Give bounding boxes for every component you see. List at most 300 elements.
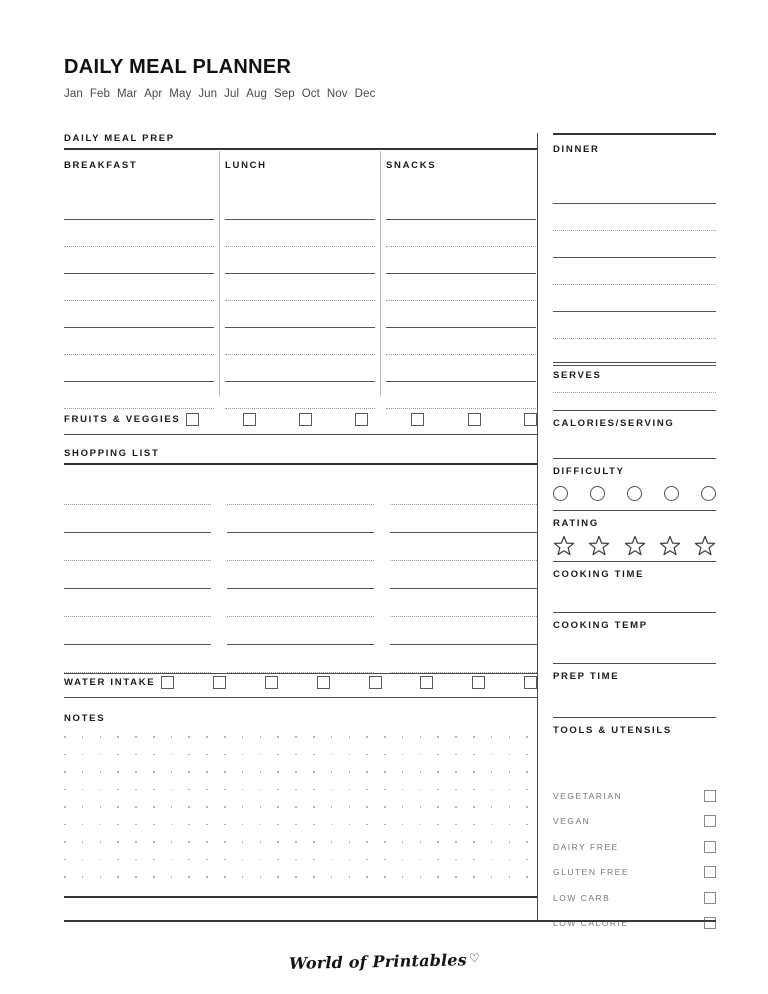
grid-dot <box>349 859 351 861</box>
write-line[interactable] <box>225 355 375 382</box>
grid-dot <box>153 789 155 791</box>
grid-dot <box>420 789 422 791</box>
grid-dot <box>473 859 475 861</box>
grid-dot <box>242 806 244 808</box>
grid-dot <box>188 841 190 843</box>
tools-section <box>553 717 716 766</box>
snacks-lines[interactable] <box>386 193 536 409</box>
grid-dot <box>437 789 439 791</box>
diet-option-row[interactable] <box>553 783 716 809</box>
grid-dot <box>100 806 102 808</box>
grid-dot <box>206 859 208 861</box>
grid-dot <box>331 841 333 843</box>
month-may[interactable]: May <box>169 88 192 100</box>
write-line[interactable] <box>64 477 211 505</box>
write-line[interactable] <box>390 505 537 533</box>
grid-dot <box>135 841 137 843</box>
grid-dot <box>100 841 102 843</box>
grid-dot <box>117 754 119 756</box>
write-line[interactable] <box>553 312 716 339</box>
write-line[interactable] <box>64 247 214 274</box>
rating-star-icon[interactable] <box>553 535 575 556</box>
grid-dot <box>100 824 102 826</box>
grid-dot <box>455 789 457 791</box>
grid-dot <box>420 824 422 826</box>
grid-dot <box>82 841 84 843</box>
grid-dot <box>117 806 119 808</box>
grid-dot <box>331 824 333 826</box>
write-line[interactable] <box>553 231 716 258</box>
fruits-veggies-checkbox[interactable] <box>355 413 368 426</box>
write-line[interactable] <box>553 204 716 231</box>
grid-dot <box>171 789 173 791</box>
diet-option-row[interactable] <box>553 860 716 886</box>
write-line[interactable] <box>64 301 214 328</box>
snacks-label: SNACKS <box>386 160 437 171</box>
grid-dot <box>82 876 84 878</box>
grid-dot <box>206 841 208 843</box>
grid-dot <box>277 859 279 861</box>
grid-dot <box>437 736 439 738</box>
write-line[interactable] <box>227 477 374 505</box>
grid-dot <box>402 859 404 861</box>
grid-dot <box>295 876 297 878</box>
grid-dot <box>242 859 244 861</box>
grid-dot <box>295 754 297 756</box>
grid-dot <box>331 859 333 861</box>
water-intake-checkbox[interactable] <box>317 676 330 689</box>
grid-dot <box>491 789 493 791</box>
write-line[interactable] <box>227 589 374 617</box>
month-aug[interactable]: Aug <box>246 88 267 100</box>
grid-dot <box>100 789 102 791</box>
grid-dot <box>224 771 226 773</box>
difficulty-circle[interactable] <box>553 486 568 501</box>
diet-option-row[interactable] <box>553 885 716 911</box>
grid-dot <box>135 771 137 773</box>
grid-dot <box>331 736 333 738</box>
month-mar[interactable]: Mar <box>116 88 138 100</box>
write-line[interactable] <box>553 285 716 312</box>
grid-dot <box>313 736 315 738</box>
diet-option-checkbox[interactable] <box>704 790 716 802</box>
write-line[interactable] <box>225 220 375 247</box>
difficulty-scale[interactable] <box>553 486 716 509</box>
month-jul[interactable]: Jul <box>224 88 240 100</box>
cooking-temp-label: COOKING TEMP <box>553 620 648 631</box>
grid-dot <box>455 771 457 773</box>
month-dec[interactable]: Dec <box>354 88 376 100</box>
grid-dot <box>331 754 333 756</box>
grid-dot <box>491 736 493 738</box>
write-line[interactable] <box>553 258 716 285</box>
grid-dot <box>100 876 102 878</box>
grid-dot <box>526 876 528 878</box>
grid-dot <box>188 754 190 756</box>
diet-option-checkbox[interactable] <box>704 892 716 904</box>
month-nov[interactable]: Nov <box>326 88 348 100</box>
water-intake-checkbox[interactable] <box>420 676 433 689</box>
water-intake-checkbox[interactable] <box>524 676 537 689</box>
grid-dot <box>188 736 190 738</box>
write-line[interactable] <box>386 193 536 220</box>
meal-prep-underline <box>64 148 537 150</box>
grid-dot <box>473 754 475 756</box>
difficulty-section <box>553 458 716 509</box>
dot-grid-row <box>64 824 537 842</box>
grid-dot <box>117 841 119 843</box>
grid-dot <box>473 876 475 878</box>
rating-star-icon[interactable] <box>624 535 646 556</box>
rating-star-icon[interactable] <box>588 535 610 556</box>
grid-dot <box>366 859 368 861</box>
grid-dot <box>82 789 84 791</box>
grid-dot <box>277 789 279 791</box>
shopping-list-section <box>64 448 537 674</box>
grid-dot <box>384 754 386 756</box>
write-line[interactable] <box>225 193 375 220</box>
dot-grid-row <box>64 876 537 894</box>
grid-dot <box>437 824 439 826</box>
fruits-veggies-checkbox[interactable] <box>299 413 312 426</box>
grid-dot <box>420 859 422 861</box>
grid-dot <box>153 771 155 773</box>
grid-dot <box>135 876 137 878</box>
grid-dot <box>277 771 279 773</box>
grid-dot <box>206 754 208 756</box>
grid-dot <box>420 806 422 808</box>
cooking-time-section <box>553 561 716 616</box>
diet-option-label: GLUTEN FREE <box>553 867 630 878</box>
grid-dot <box>437 841 439 843</box>
dinner-lines[interactable] <box>553 177 716 393</box>
grid-dot <box>260 754 262 756</box>
month-jun[interactable]: Jun <box>198 88 218 100</box>
grid-dot <box>82 771 84 773</box>
write-line[interactable] <box>64 533 211 561</box>
grid-dot <box>331 789 333 791</box>
grid-dot <box>171 824 173 826</box>
grid-dot <box>366 806 368 808</box>
write-line[interactable] <box>225 328 375 355</box>
grid-dot <box>188 859 190 861</box>
fruits-veggies-checkbox[interactable] <box>243 413 256 426</box>
grid-dot <box>153 841 155 843</box>
write-line[interactable] <box>227 533 374 561</box>
grid-dot <box>366 824 368 826</box>
grid-dot <box>64 736 66 738</box>
write-line[interactable] <box>386 328 536 355</box>
grid-dot <box>349 841 351 843</box>
grid-dot <box>420 754 422 756</box>
grid-dot <box>366 841 368 843</box>
water-intake-checkbox[interactable] <box>369 676 382 689</box>
grid-dot <box>526 806 528 808</box>
grid-dot <box>384 841 386 843</box>
fruits-veggies-checkbox[interactable] <box>468 413 481 426</box>
grid-dot <box>100 754 102 756</box>
grid-dot <box>384 859 386 861</box>
write-line[interactable] <box>390 589 537 617</box>
grid-dot <box>260 841 262 843</box>
month-sep[interactable]: Sep <box>273 88 295 100</box>
shopping-list-underline <box>64 463 537 465</box>
grid-dot <box>64 824 66 826</box>
grid-dot <box>491 806 493 808</box>
grid-dot <box>349 771 351 773</box>
write-line[interactable] <box>386 220 536 247</box>
diet-option-checkbox[interactable] <box>704 815 716 827</box>
write-line[interactable] <box>225 247 375 274</box>
grid-dot <box>100 859 102 861</box>
write-line[interactable] <box>386 274 536 301</box>
write-line[interactable] <box>227 617 374 645</box>
write-line[interactable] <box>225 301 375 328</box>
shopping-list-columns <box>64 477 537 673</box>
grid-dot <box>402 824 404 826</box>
grid-dot <box>277 806 279 808</box>
page-header <box>64 56 704 100</box>
grid-dot <box>313 754 315 756</box>
grid-dot <box>349 876 351 878</box>
write-line[interactable] <box>225 274 375 301</box>
grid-dot <box>509 736 511 738</box>
meal-column-snacks <box>386 151 536 411</box>
grid-dot <box>188 789 190 791</box>
meal-column-divider-1 <box>219 151 220 396</box>
grid-dot <box>384 736 386 738</box>
difficulty-circle[interactable] <box>701 486 716 501</box>
grid-dot <box>224 876 226 878</box>
meal-column-breakfast <box>64 151 214 411</box>
write-line[interactable] <box>64 274 214 301</box>
grid-dot <box>366 736 368 738</box>
grid-dot <box>437 806 439 808</box>
grid-dot <box>437 754 439 756</box>
month-apr[interactable]: Apr <box>144 88 163 100</box>
difficulty-circle[interactable] <box>627 486 642 501</box>
calories-section <box>553 410 716 462</box>
grid-dot <box>188 806 190 808</box>
grid-dot <box>331 806 333 808</box>
column-divider <box>537 133 538 920</box>
write-line[interactable] <box>64 505 211 533</box>
grid-dot <box>64 859 66 861</box>
grid-dot <box>455 841 457 843</box>
grid-dot <box>473 841 475 843</box>
cooking-time-label: COOKING TIME <box>553 569 645 580</box>
write-line[interactable] <box>386 355 536 382</box>
grid-dot <box>455 736 457 738</box>
rating-section <box>553 510 716 562</box>
rating-label: RATING <box>553 518 599 529</box>
write-line[interactable] <box>390 561 537 589</box>
diet-option-checkbox[interactable] <box>704 841 716 853</box>
lunch-lines[interactable] <box>225 193 375 409</box>
notes-dot-grid[interactable] <box>64 736 537 894</box>
rating-star-icon[interactable] <box>659 535 681 556</box>
frame-bottom-rule <box>64 920 716 922</box>
difficulty-circle[interactable] <box>590 486 605 501</box>
grid-dot <box>171 806 173 808</box>
diet-option-row[interactable] <box>553 809 716 835</box>
brand-text: World of Printables <box>288 950 467 973</box>
grid-dot <box>277 824 279 826</box>
water-intake-row <box>64 668 537 697</box>
grid-dot <box>526 736 528 738</box>
diet-option-checkbox[interactable] <box>704 866 716 878</box>
dinner-label: DINNER <box>553 144 600 155</box>
grid-dot <box>117 771 119 773</box>
write-line[interactable] <box>386 247 536 274</box>
write-line[interactable] <box>64 328 214 355</box>
grid-dot <box>277 876 279 878</box>
grid-dot <box>402 806 404 808</box>
month-feb[interactable]: Feb <box>89 88 110 100</box>
fruits-veggies-checkbox[interactable] <box>186 413 199 426</box>
grid-dot <box>313 789 315 791</box>
brand-logo <box>288 950 479 973</box>
write-line[interactable] <box>64 193 214 220</box>
grid-dot <box>242 754 244 756</box>
planner-frame <box>64 133 716 929</box>
grid-dot <box>64 771 66 773</box>
grid-dot <box>295 789 297 791</box>
shopping-column-2[interactable] <box>227 477 374 673</box>
grid-dot <box>82 754 84 756</box>
grid-dot <box>64 876 66 878</box>
grid-dot <box>526 789 528 791</box>
month-jan[interactable]: Jan <box>64 88 83 100</box>
write-line[interactable] <box>390 477 537 505</box>
water-intake-checkbox[interactable] <box>472 676 485 689</box>
grid-dot <box>224 754 226 756</box>
breakfast-lines[interactable] <box>64 193 214 409</box>
grid-dot <box>349 806 351 808</box>
grid-dot <box>384 824 386 826</box>
write-line[interactable] <box>64 561 211 589</box>
grid-dot <box>455 806 457 808</box>
grid-dot <box>224 789 226 791</box>
lunch-label: LUNCH <box>225 160 267 171</box>
grid-dot <box>384 771 386 773</box>
dot-grid-row <box>64 806 537 824</box>
grid-dot <box>349 789 351 791</box>
water-intake-label: WATER INTAKE <box>64 677 156 688</box>
diet-option-row[interactable] <box>553 911 716 937</box>
serves-label: SERVES <box>553 370 602 381</box>
write-line[interactable] <box>390 533 537 561</box>
prep-time-input[interactable] <box>553 682 716 718</box>
grid-dot <box>437 876 439 878</box>
grid-dot <box>206 771 208 773</box>
month-oct[interactable]: Oct <box>301 88 320 100</box>
grid-dot <box>509 859 511 861</box>
grid-dot <box>420 736 422 738</box>
write-line[interactable] <box>390 617 537 645</box>
water-intake-checkbox[interactable] <box>265 676 278 689</box>
tools-input[interactable] <box>553 736 716 766</box>
grid-dot <box>242 771 244 773</box>
write-line[interactable] <box>64 589 211 617</box>
write-line[interactable] <box>227 505 374 533</box>
grid-dot <box>455 859 457 861</box>
grid-dot <box>206 876 208 878</box>
grid-dot <box>135 789 137 791</box>
water-intake-checkbox[interactable] <box>213 676 226 689</box>
grid-dot <box>64 754 66 756</box>
meal-prep-label: DAILY MEAL PREP <box>64 133 175 144</box>
grid-dot <box>473 736 475 738</box>
difficulty-label: DIFFICULTY <box>553 466 625 477</box>
grid-dot <box>384 789 386 791</box>
difficulty-circle[interactable] <box>664 486 679 501</box>
rating-star-icon[interactable] <box>694 535 716 556</box>
grid-dot <box>260 736 262 738</box>
write-line[interactable] <box>553 177 716 204</box>
diet-option-row[interactable] <box>553 834 716 860</box>
grid-dot <box>153 806 155 808</box>
grid-dot <box>526 754 528 756</box>
grid-dot <box>171 771 173 773</box>
month-selector[interactable] <box>64 88 704 100</box>
grid-dot <box>349 754 351 756</box>
dot-grid-row <box>64 789 537 807</box>
cooking-time-input[interactable] <box>553 580 716 616</box>
grid-dot <box>402 771 404 773</box>
grid-dot <box>420 876 422 878</box>
grid-dot <box>509 841 511 843</box>
grid-dot <box>117 859 119 861</box>
grid-dot <box>242 736 244 738</box>
grid-dot <box>135 824 137 826</box>
cooking-temp-input[interactable] <box>553 631 716 667</box>
calories-label: CALORIES/SERVING <box>553 418 675 429</box>
grid-dot <box>491 754 493 756</box>
grid-dot <box>277 841 279 843</box>
grid-dot <box>313 876 315 878</box>
write-line[interactable] <box>64 355 214 382</box>
shopping-column-3[interactable] <box>390 477 537 673</box>
grid-dot <box>100 771 102 773</box>
write-line[interactable] <box>227 561 374 589</box>
fruits-veggies-checkbox[interactable] <box>524 413 537 426</box>
water-intake-checkbox[interactable] <box>161 676 174 689</box>
grid-dot <box>206 824 208 826</box>
write-line[interactable] <box>386 301 536 328</box>
grid-dot <box>82 736 84 738</box>
grid-dot <box>188 876 190 878</box>
grid-dot <box>135 806 137 808</box>
grid-dot <box>402 736 404 738</box>
grid-dot <box>242 789 244 791</box>
water-intake-underline <box>64 697 537 698</box>
grid-dot <box>366 771 368 773</box>
rating-scale[interactable] <box>553 535 716 562</box>
grid-dot <box>117 824 119 826</box>
fruits-veggies-checkbox[interactable] <box>411 413 424 426</box>
notes-section <box>64 713 537 898</box>
shopping-column-1[interactable] <box>64 477 211 673</box>
grid-dot <box>171 841 173 843</box>
grid-dot <box>455 876 457 878</box>
write-line[interactable] <box>64 617 211 645</box>
write-line[interactable] <box>64 220 214 247</box>
grid-dot <box>526 824 528 826</box>
grid-dot <box>384 806 386 808</box>
grid-dot <box>455 824 457 826</box>
grid-dot <box>82 859 84 861</box>
